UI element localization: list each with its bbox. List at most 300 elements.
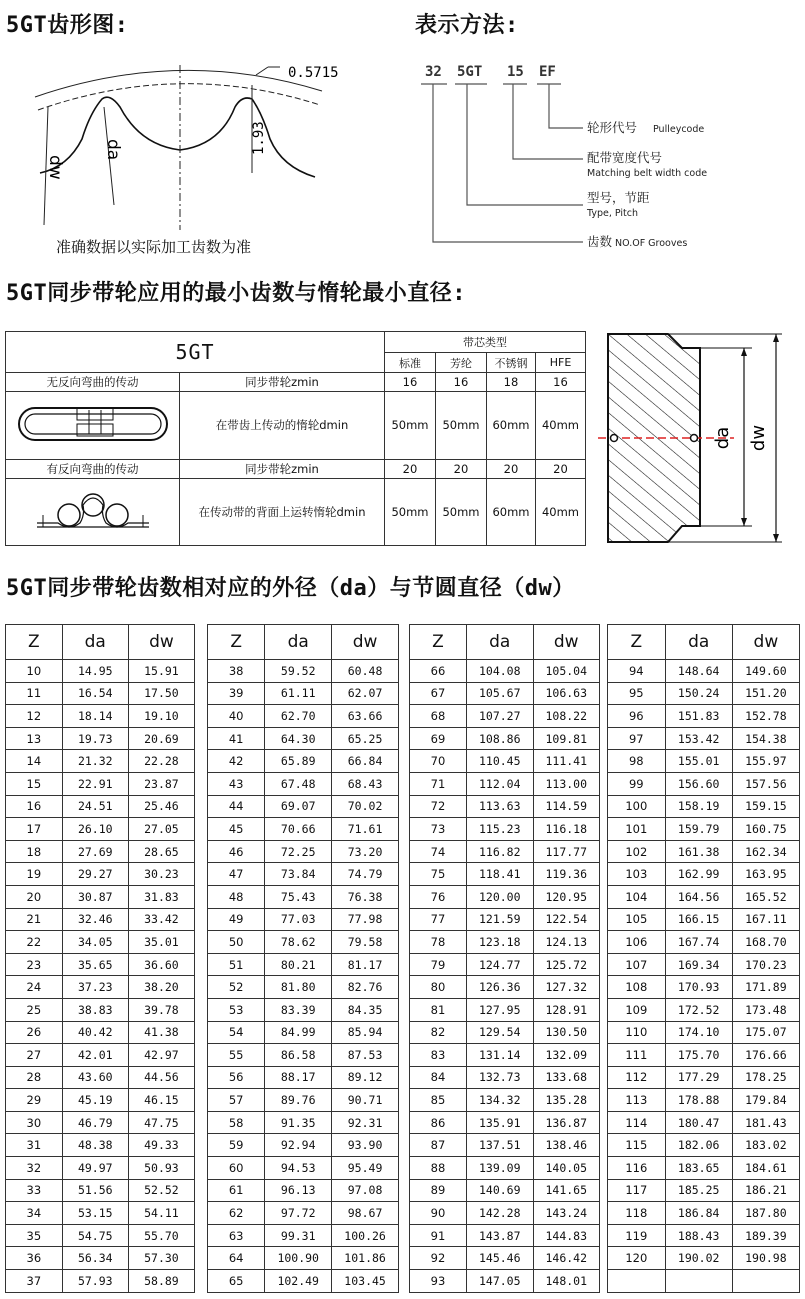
cell-z: 71 bbox=[410, 772, 467, 795]
cell-z: 101 bbox=[608, 818, 666, 841]
cell-da: 113.63 bbox=[467, 795, 534, 818]
cell-dw: 50.93 bbox=[128, 1157, 194, 1180]
cell-z: 33 bbox=[6, 1179, 63, 1202]
cell-z: 98 bbox=[608, 750, 666, 773]
cell-z: 82 bbox=[410, 1021, 467, 1044]
cell-dw: 31.83 bbox=[128, 885, 194, 908]
table-row bbox=[208, 1111, 399, 1134]
cell-da: 177.29 bbox=[665, 1066, 732, 1089]
cell-z: 106 bbox=[608, 931, 666, 954]
table-row bbox=[208, 818, 399, 841]
cell-z: 109 bbox=[608, 998, 666, 1021]
cell-da: 56.34 bbox=[62, 1247, 128, 1270]
cell-da: 49.97 bbox=[62, 1157, 128, 1180]
cell-da: 77.03 bbox=[265, 908, 332, 931]
table-row bbox=[6, 795, 195, 818]
cell-da: 14.95 bbox=[62, 660, 128, 683]
case-label-reverse: 有反向弯曲的传动 bbox=[6, 459, 180, 478]
cell-da: 129.54 bbox=[467, 1021, 534, 1044]
cell-da bbox=[665, 1270, 732, 1293]
table-row bbox=[608, 750, 800, 773]
table-row bbox=[208, 660, 399, 683]
table-row bbox=[6, 1111, 195, 1134]
cell-z: 18 bbox=[6, 840, 63, 863]
diameter-table-2 bbox=[207, 624, 399, 1293]
cell-z: 85 bbox=[410, 1089, 467, 1112]
table-row bbox=[6, 998, 195, 1021]
header-dw: dw bbox=[332, 625, 399, 660]
cell-da: 182.06 bbox=[665, 1134, 732, 1157]
table-row bbox=[608, 682, 800, 705]
cell-dw: 36.60 bbox=[128, 953, 194, 976]
code-width: 15 bbox=[507, 64, 524, 80]
cell-dw: 151.20 bbox=[732, 682, 799, 705]
cell: 50mm bbox=[385, 478, 436, 546]
table-row bbox=[208, 1157, 399, 1180]
cell-da: 48.38 bbox=[62, 1134, 128, 1157]
table-row bbox=[6, 1021, 195, 1044]
cell-z: 45 bbox=[208, 818, 265, 841]
header-dw: dw bbox=[533, 625, 600, 660]
table-row bbox=[6, 885, 195, 908]
cell-dw: 81.17 bbox=[332, 953, 399, 976]
reverse-drive-diagram bbox=[6, 478, 180, 546]
cell-dw: 176.66 bbox=[732, 1044, 799, 1067]
cell-z: 68 bbox=[410, 705, 467, 728]
table-row bbox=[410, 705, 600, 728]
cell-da: 153.42 bbox=[665, 727, 732, 750]
cell-dw: 183.02 bbox=[732, 1134, 799, 1157]
cell-dw: 173.48 bbox=[732, 998, 799, 1021]
table-row bbox=[6, 1224, 195, 1247]
cell-z: 43 bbox=[208, 772, 265, 795]
table-row bbox=[608, 1044, 800, 1067]
no-reverse-drive-diagram bbox=[6, 392, 180, 460]
row-label: 在带齿上传动的惰轮dmin bbox=[180, 392, 385, 460]
cell-dw: 60.48 bbox=[332, 660, 399, 683]
notation-item-width: 配带宽度代号 bbox=[587, 150, 663, 165]
cell-da: 30.87 bbox=[62, 885, 128, 908]
cell-z: 103 bbox=[608, 863, 666, 886]
table-row bbox=[208, 1202, 399, 1225]
cell-dw: 73.20 bbox=[332, 840, 399, 863]
header-da: da bbox=[265, 625, 332, 660]
cell-z: 32 bbox=[6, 1157, 63, 1180]
table-row bbox=[410, 863, 600, 886]
cell-z: 83 bbox=[410, 1044, 467, 1067]
table-row bbox=[410, 795, 600, 818]
cell: 50mm bbox=[385, 392, 436, 460]
cell-dw: 186.21 bbox=[732, 1179, 799, 1202]
cell-da: 121.59 bbox=[467, 908, 534, 931]
table-row bbox=[208, 750, 399, 773]
cell-da: 26.10 bbox=[62, 818, 128, 841]
cell-da: 29.27 bbox=[62, 863, 128, 886]
table-row bbox=[6, 1044, 195, 1067]
table-row bbox=[410, 1089, 600, 1112]
notation-item-type-en: Type, Pitch bbox=[587, 208, 638, 219]
table-row bbox=[6, 1089, 195, 1112]
cell-da: 34.05 bbox=[62, 931, 128, 954]
cell-z: 34 bbox=[6, 1202, 63, 1225]
table-row bbox=[608, 772, 800, 795]
table-row bbox=[6, 660, 195, 683]
cell-z: 21 bbox=[6, 908, 63, 931]
cell-da: 43.60 bbox=[62, 1066, 128, 1089]
cell-z: 24 bbox=[6, 976, 63, 999]
cell-da: 134.32 bbox=[467, 1089, 534, 1112]
cell-z: 27 bbox=[6, 1044, 63, 1067]
cell-dw: 187.80 bbox=[732, 1202, 799, 1225]
cell-z: 15 bbox=[6, 772, 63, 795]
cell-dw: 119.36 bbox=[533, 863, 600, 886]
cell-da: 78.62 bbox=[265, 931, 332, 954]
cell-dw: 159.15 bbox=[732, 795, 799, 818]
table-row bbox=[410, 998, 600, 1021]
cell-z: 119 bbox=[608, 1224, 666, 1247]
cell-z: 118 bbox=[608, 1202, 666, 1225]
cell-z: 114 bbox=[608, 1111, 666, 1134]
cell-da: 86.58 bbox=[265, 1044, 332, 1067]
cell-da: 107.27 bbox=[467, 705, 534, 728]
cell-dw: 62.07 bbox=[332, 682, 399, 705]
cell-da: 116.82 bbox=[467, 840, 534, 863]
table-row bbox=[410, 953, 600, 976]
cell: 20 bbox=[536, 459, 586, 478]
cell-dw: 46.15 bbox=[128, 1089, 194, 1112]
da-label: da bbox=[103, 139, 123, 161]
code-type: 5GT bbox=[457, 64, 483, 80]
table-row bbox=[6, 931, 195, 954]
notation-item-type: 型号，节距 bbox=[587, 190, 650, 205]
cell-dw: 130.50 bbox=[533, 1021, 600, 1044]
cell-z: 50 bbox=[208, 931, 265, 954]
cell-z: 20 bbox=[6, 885, 63, 908]
cell-dw: 113.00 bbox=[533, 772, 600, 795]
cell-da: 169.34 bbox=[665, 953, 732, 976]
table-row bbox=[208, 795, 399, 818]
table-row bbox=[208, 1089, 399, 1112]
cell-dw: 33.42 bbox=[128, 908, 194, 931]
cell-da: 89.76 bbox=[265, 1089, 332, 1112]
table-row bbox=[208, 863, 399, 886]
table-row bbox=[6, 976, 195, 999]
cell-dw: 146.42 bbox=[533, 1247, 600, 1270]
cell: 16 bbox=[436, 373, 487, 392]
cell-da: 148.64 bbox=[665, 660, 732, 683]
table-row bbox=[6, 1066, 195, 1089]
cell-z: 41 bbox=[208, 727, 265, 750]
table-row bbox=[208, 682, 399, 705]
table-row bbox=[608, 1089, 800, 1112]
cell-z: 35 bbox=[6, 1224, 63, 1247]
header-z: Z bbox=[208, 625, 265, 660]
table-row bbox=[208, 840, 399, 863]
cell-z: 75 bbox=[410, 863, 467, 886]
cell-dw: 167.11 bbox=[732, 908, 799, 931]
cell-da: 21.32 bbox=[62, 750, 128, 773]
cell-da: 35.65 bbox=[62, 953, 128, 976]
cell-dw: 87.53 bbox=[332, 1044, 399, 1067]
cell-da: 99.31 bbox=[265, 1224, 332, 1247]
table-row bbox=[608, 1224, 800, 1247]
cell-da: 81.80 bbox=[265, 976, 332, 999]
cell-da: 54.75 bbox=[62, 1224, 128, 1247]
cell-z: 63 bbox=[208, 1224, 265, 1247]
notation-item-width-en: Matching belt width code bbox=[587, 168, 708, 179]
cell-da: 188.43 bbox=[665, 1224, 732, 1247]
cell-dw: 109.81 bbox=[533, 727, 600, 750]
table-row bbox=[410, 1157, 600, 1180]
minimum-teeth-table bbox=[5, 331, 586, 546]
table-row bbox=[208, 953, 399, 976]
table-row bbox=[208, 1134, 399, 1157]
section-da-label: da bbox=[712, 426, 733, 450]
cell-dw: 54.11 bbox=[128, 1202, 194, 1225]
cell-dw: 181.43 bbox=[732, 1111, 799, 1134]
cell-dw: 189.39 bbox=[732, 1224, 799, 1247]
table-row bbox=[410, 931, 600, 954]
cell-da: 120.00 bbox=[467, 885, 534, 908]
cell-da: 140.69 bbox=[467, 1179, 534, 1202]
cell-da: 38.83 bbox=[62, 998, 128, 1021]
cell-da: 84.99 bbox=[265, 1021, 332, 1044]
cell-da: 92.94 bbox=[265, 1134, 332, 1157]
cell-da: 137.51 bbox=[467, 1134, 534, 1157]
cell-z: 38 bbox=[208, 660, 265, 683]
cell-dw: 49.33 bbox=[128, 1134, 194, 1157]
table-row bbox=[208, 705, 399, 728]
reverse-belt-icon bbox=[33, 487, 153, 533]
cell-z: 14 bbox=[6, 750, 63, 773]
table-row bbox=[208, 885, 399, 908]
table-row bbox=[208, 931, 399, 954]
table-row bbox=[410, 1270, 600, 1293]
cell-dw: 71.61 bbox=[332, 818, 399, 841]
table-row bbox=[6, 1247, 195, 1270]
table-row bbox=[410, 772, 600, 795]
cell-da: 143.87 bbox=[467, 1224, 534, 1247]
cell-z: 66 bbox=[410, 660, 467, 683]
cell-dw: 108.22 bbox=[533, 705, 600, 728]
cell-z: 80 bbox=[410, 976, 467, 999]
cell-da: 147.05 bbox=[467, 1270, 534, 1293]
cell-dw: 138.46 bbox=[533, 1134, 600, 1157]
table-row bbox=[608, 1202, 800, 1225]
table-row bbox=[208, 1021, 399, 1044]
cell-da: 96.13 bbox=[265, 1179, 332, 1202]
cell-da: 118.41 bbox=[467, 863, 534, 886]
table-row bbox=[608, 1270, 800, 1293]
table-row bbox=[608, 818, 800, 841]
cell-da: 150.24 bbox=[665, 682, 732, 705]
cell-z: 113 bbox=[608, 1089, 666, 1112]
cell-da: 91.35 bbox=[265, 1111, 332, 1134]
cell-z: 92 bbox=[410, 1247, 467, 1270]
table-row bbox=[6, 682, 195, 705]
cell-dw: 79.58 bbox=[332, 931, 399, 954]
cell-z: 31 bbox=[6, 1134, 63, 1157]
cell-dw: 141.65 bbox=[533, 1179, 600, 1202]
cell-z: 56 bbox=[208, 1066, 265, 1089]
table-row bbox=[208, 976, 399, 999]
table-row bbox=[608, 1111, 800, 1134]
cell-da: 42.01 bbox=[62, 1044, 128, 1067]
cell-dw: 93.90 bbox=[332, 1134, 399, 1157]
cell-z: 67 bbox=[410, 682, 467, 705]
header-dw: dw bbox=[128, 625, 194, 660]
diameter-table-3 bbox=[409, 624, 600, 1293]
cell-dw: 25.46 bbox=[128, 795, 194, 818]
cell-da: 123.18 bbox=[467, 931, 534, 954]
table-row bbox=[6, 1270, 195, 1293]
tooth-profile-diagram bbox=[30, 55, 339, 235]
cell-da: 162.99 bbox=[665, 863, 732, 886]
cell-z: 12 bbox=[6, 705, 63, 728]
cell-z: 53 bbox=[208, 998, 265, 1021]
cell-z: 104 bbox=[608, 885, 666, 908]
notation-heading: 表示方法: bbox=[415, 13, 519, 38]
cell-z: 78 bbox=[410, 931, 467, 954]
cell-dw: 28.65 bbox=[128, 840, 194, 863]
table-row bbox=[410, 908, 600, 931]
cell-dw: 52.52 bbox=[128, 1179, 194, 1202]
table-row bbox=[608, 998, 800, 1021]
cell-dw: 128.91 bbox=[533, 998, 600, 1021]
table-row bbox=[410, 1021, 600, 1044]
cell-z: 57 bbox=[208, 1089, 265, 1112]
cell-z: 51 bbox=[208, 953, 265, 976]
table-row bbox=[6, 772, 195, 795]
table-row bbox=[608, 660, 800, 683]
cell-da: 40.42 bbox=[62, 1021, 128, 1044]
table-row bbox=[608, 1157, 800, 1180]
cell-z: 30 bbox=[6, 1111, 63, 1134]
table-row bbox=[410, 1202, 600, 1225]
cell-dw: 85.94 bbox=[332, 1021, 399, 1044]
cell-z: 59 bbox=[208, 1134, 265, 1157]
cell: 60mm bbox=[487, 392, 536, 460]
cell-dw: 35.01 bbox=[128, 931, 194, 954]
model-cell: 5GT bbox=[6, 332, 385, 373]
cell-da: 127.95 bbox=[467, 998, 534, 1021]
case-label-no-reverse: 无反向弯曲的传动 bbox=[6, 373, 180, 392]
table-row bbox=[410, 818, 600, 841]
cell-da: 139.09 bbox=[467, 1157, 534, 1180]
cell-z: 23 bbox=[6, 953, 63, 976]
cell-z: 88 bbox=[410, 1157, 467, 1180]
table-row bbox=[410, 682, 600, 705]
cell-dw: 149.60 bbox=[732, 660, 799, 683]
cell-da: 185.25 bbox=[665, 1179, 732, 1202]
code-teeth: 32 bbox=[425, 64, 442, 80]
cell-da: 37.23 bbox=[62, 976, 128, 999]
cell-da: 100.90 bbox=[265, 1247, 332, 1270]
cell-z: 105 bbox=[608, 908, 666, 931]
cell-da: 62.70 bbox=[265, 705, 332, 728]
cell-z: 116 bbox=[608, 1157, 666, 1180]
cell-dw bbox=[732, 1270, 799, 1293]
cell-dw: 106.63 bbox=[533, 682, 600, 705]
cell-z: 96 bbox=[608, 705, 666, 728]
cell-dw: 162.34 bbox=[732, 840, 799, 863]
table-row bbox=[208, 727, 399, 750]
cell-dw: 15.91 bbox=[128, 660, 194, 683]
cell-dw: 98.67 bbox=[332, 1202, 399, 1225]
cell-da: 32.46 bbox=[62, 908, 128, 931]
cell-z: 70 bbox=[410, 750, 467, 773]
cell-dw: 127.32 bbox=[533, 976, 600, 999]
cell-da: 61.11 bbox=[265, 682, 332, 705]
cell-z: 112 bbox=[608, 1066, 666, 1089]
cell-dw: 140.05 bbox=[533, 1157, 600, 1180]
cell-dw: 111.41 bbox=[533, 750, 600, 773]
cell-da: 159.79 bbox=[665, 818, 732, 841]
cell-da: 67.48 bbox=[265, 772, 332, 795]
table-row bbox=[410, 1044, 600, 1067]
cell-z: 73 bbox=[410, 818, 467, 841]
cell-da: 24.51 bbox=[62, 795, 128, 818]
table-row bbox=[608, 976, 800, 999]
cell-dw: 116.18 bbox=[533, 818, 600, 841]
cell-z: 36 bbox=[6, 1247, 63, 1270]
table-row bbox=[6, 1202, 195, 1225]
cell-dw: 68.43 bbox=[332, 772, 399, 795]
cell-da: 53.15 bbox=[62, 1202, 128, 1225]
cell-da: 126.36 bbox=[467, 976, 534, 999]
cell-z: 81 bbox=[410, 998, 467, 1021]
cell-da: 75.43 bbox=[265, 885, 332, 908]
cell-dw: 82.76 bbox=[332, 976, 399, 999]
cell-z: 90 bbox=[410, 1202, 467, 1225]
cell-da: 155.01 bbox=[665, 750, 732, 773]
cell-z: 62 bbox=[208, 1202, 265, 1225]
cell-z: 52 bbox=[208, 976, 265, 999]
cell-z: 49 bbox=[208, 908, 265, 931]
cell-z: 29 bbox=[6, 1089, 63, 1112]
cell-da: 46.79 bbox=[62, 1111, 128, 1134]
cell-da: 102.49 bbox=[265, 1270, 332, 1293]
cell-z: 54 bbox=[208, 1021, 265, 1044]
table-row bbox=[410, 1111, 600, 1134]
cell-z: 76 bbox=[410, 885, 467, 908]
cell-dw: 160.75 bbox=[732, 818, 799, 841]
cell-dw: 184.61 bbox=[732, 1157, 799, 1180]
cell-dw: 154.38 bbox=[732, 727, 799, 750]
table-row bbox=[608, 705, 800, 728]
cell-da: 57.93 bbox=[62, 1270, 128, 1293]
cell-z: 108 bbox=[608, 976, 666, 999]
cell-da: 178.88 bbox=[665, 1089, 732, 1112]
cell-dw: 157.56 bbox=[732, 772, 799, 795]
cell: 40mm bbox=[536, 392, 586, 460]
notation-diagram bbox=[415, 58, 755, 258]
cell-da: 69.07 bbox=[265, 795, 332, 818]
cell-z: 17 bbox=[6, 818, 63, 841]
table-row bbox=[208, 1270, 399, 1293]
table-row bbox=[6, 818, 195, 841]
cell: 50mm bbox=[436, 392, 487, 460]
cell-dw: 58.89 bbox=[128, 1270, 194, 1293]
cell-z: 97 bbox=[608, 727, 666, 750]
table-row bbox=[410, 1134, 600, 1157]
col-standard: 标准 bbox=[385, 353, 436, 373]
table-row bbox=[608, 1247, 800, 1270]
cell-da: 64.30 bbox=[265, 727, 332, 750]
cell-dw: 168.70 bbox=[732, 931, 799, 954]
table-row bbox=[608, 1134, 800, 1157]
cell-dw: 132.09 bbox=[533, 1044, 600, 1067]
